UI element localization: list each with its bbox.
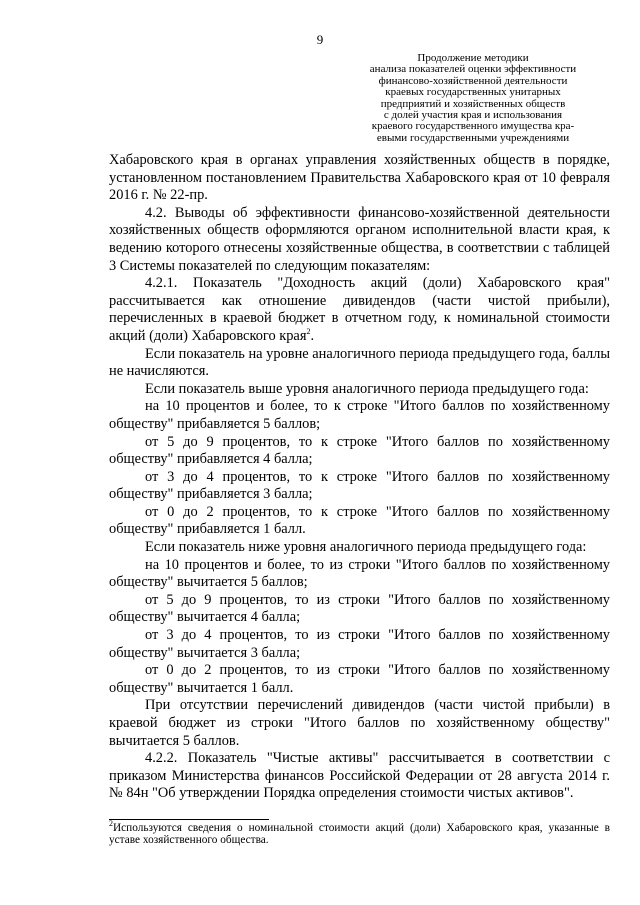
paragraph: от 5 до 9 процентов, то из строки "Итого баллов по хозяйственному обществу" вычитается 4 балла;: [109, 591, 610, 626]
paragraph: Если показатель выше уровня аналогичного периода предыдущего года:: [145, 380, 589, 397]
paragraph: на 10 процентов и более, то к строке "Итого баллов по хозяйственному обществу" прибавляется 5 баллов;: [109, 398, 610, 432]
paragraph: от 3 до 4 процентов, то из строки "Итого баллов по хозяйственному обществу" вычитается 3 балла;: [109, 627, 610, 661]
paragraph: от 5 до 9 процентов, то к строке "Итого баллов по хозяйственному обществу" прибавляется 4 балла;: [109, 433, 610, 468]
footnote-reference: 2: [306, 327, 311, 337]
footnote-text: [109, 819, 610, 847]
paragraph: от 0 до 2 процентов, то к строке "Итого баллов по хозяйственному обществу" прибавляется 1 балл.: [109, 503, 610, 538]
header-line: краевых государственных унитарных: [385, 86, 561, 99]
header-line: Продолжение методики: [417, 52, 529, 64]
paragraph: 4.2. Выводы об эффективности финансово-хозяйственной деятельности хозяйственных обществ оформляются органом исполнительной власти края, к ведению которого отнесены хозяйственные общества, в соответствии с таблицей 3 Системы показателей по следующим показателям:: [109, 204, 610, 274]
footnote-separator: [109, 819, 269, 820]
paragraph: от 3 до 4 процентов, то к строке "Итого баллов по хозяйственному обществу" прибавляется 3 балла;: [109, 468, 610, 503]
header-line: евыми государственными учреждениями: [376, 131, 570, 144]
document-body: [109, 152, 610, 803]
paragraph: [109, 275, 610, 345]
paragraph: При отсутствии перечислений дивидендов (части чистой прибыли) в краевой бюджет из строки "Итого баллов по хозяйственному обществу" вычитается 5 баллов.: [109, 697, 610, 749]
header-line: с долей участия края и использования: [383, 109, 563, 122]
header-line: анализа показателей оценки эффективности: [369, 63, 577, 76]
footnote-marker: 2: [109, 819, 113, 829]
header-line: краевого государственного имущества кра-: [371, 120, 575, 133]
paragraph-text: 4.2.1. Показатель "Доходность акций (доли) Хабаровского края" рассчитывается как отношение дивидендов (части чистой прибыли), перечисленных в краевой бюджет в отчетном году, к номинальной стоимости акций (доли) Хабаровского края: [109, 275, 610, 344]
paragraph: 4.2.2. Показатель "Чистые активы" рассчитывается в соответствии с приказом Министерства финансов Российской Федерации от 28 августа 2014 г. № 84н "Об утверждении Порядка определения стоимости чистых активов".: [109, 750, 610, 802]
paragraph: Если показатель ниже уровня аналогичного периода предыдущего года:: [145, 539, 587, 556]
footnote: [109, 819, 610, 847]
header-line: предприятий и хозяйственных обществ: [380, 97, 566, 110]
header-line: финансово-хозяйственной деятельности: [378, 74, 568, 87]
paragraph: Если показатель на уровне аналогичного периода предыдущего года, баллы не начисляются.: [109, 345, 610, 380]
paragraph: на 10 процентов и более, то из строки "Итого баллов по хозяйственному обществу" вычитается 5 баллов;: [109, 556, 610, 591]
footnote-body: Используются сведения о номинальной стоимости акций (доли) Хабаровского края, указанные в уставе хозяйственного общества.: [109, 822, 610, 847]
paragraph: от 0 до 2 процентов, то из строки "Итого баллов по хозяйственному обществу" вычитается 1 балл.: [109, 662, 610, 696]
paragraph-end: .: [310, 327, 315, 344]
continuation-header: [338, 53, 608, 144]
paragraph: Хабаровского края в органах управления хозяйственных обществ в порядке, установленном постановлением Правительства Хабаровского края от 10 февраля 2016 г. № 22-пр.: [109, 152, 610, 204]
page-number: 9: [316, 32, 324, 47]
